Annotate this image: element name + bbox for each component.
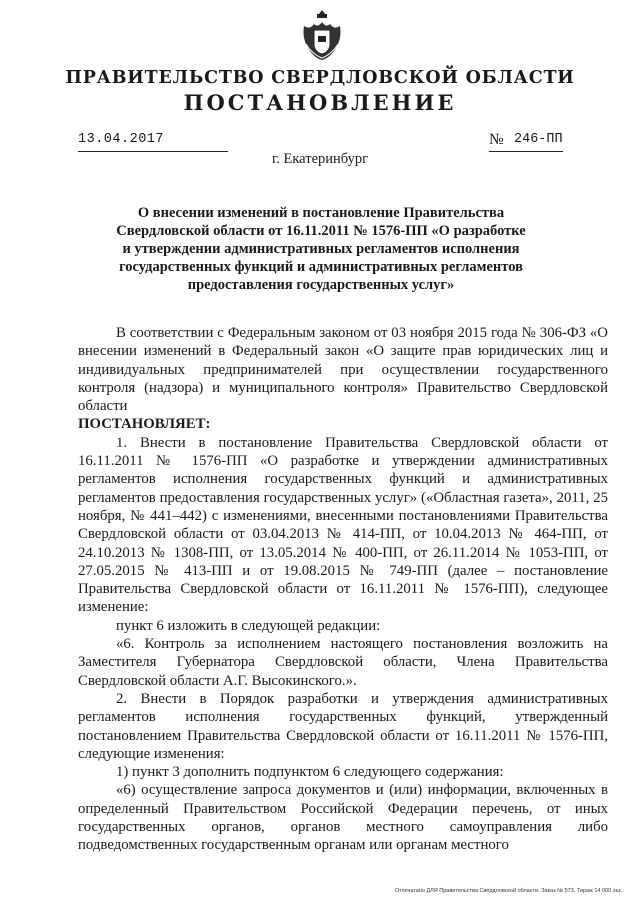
paragraph-item-2: 2. Внести в Порядок разработки и утверждения административных регламентов исполнения государственных функций, утвержденный постановлением Правительства Свердловской области от 16.11.2011 № 1576-ПП, следующие изменения:: [78, 690, 608, 762]
paragraph-item-1-text: «6. Контроль за исполнением настоящего постановления возложить на Заместителя Губернатора Свердловской области, Члена Правительства Свердловской области А.Г. Высокинского.».: [78, 636, 608, 689]
title-line: государственных функций и административных регламентов: [119, 259, 523, 275]
paragraph-item-2-1: 1) пункт 3 дополнить подпунктом 6 следующего содержания:: [116, 764, 504, 781]
paragraph-item-2-1-text: «6) осуществление запроса документов и (или) информации, включенных в определенный Правительством Российской Федерации перечень, от иных государственных органов, органов местного самоуправления либо подведомственных государственным органам или органам местного: [78, 782, 608, 854]
number-sign: №: [489, 131, 504, 148]
document-date: 13.04.2017: [78, 132, 165, 147]
document-body: [78, 324, 608, 855]
city: г. Екатеринбург: [271, 151, 369, 167]
paragraph-item-1: 1. Внести в постановление Правительства Свердловской области от 16.11.2011 № 1576-ПП «О разработке и утверждении административных регламентов исполнения государственных функций и административных регламентов предоставления государственных услуг» («Областная газета», 2011, 25 ноября, № 441–442) с изменениями, внесенными постановлениями Правительства Свердловской области от 03.04.2013 № 414-ПП, от 10.04.2013 № 464-ПП, от 24.10.2013 № 1308-ПП, от 13.05.2014 № 400-ПП, от 26.11.2014 № 1053-ПП, от 27.05.2015 № 413-ПП и от 19.08.2015 № 749-ПП (далее – постановление Правительства Свердловской области от 16.11.2011 № 1576-ПП), следующее изменение:: [78, 434, 608, 616]
paragraph-item-1-change: пункт 6 изложить в следующей редакции:: [116, 617, 381, 634]
title-line: О внесении изменений в постановление Правительства: [137, 205, 505, 221]
title-line: и утверждении административных регламентов исполнения: [122, 241, 520, 257]
document-title: [90, 204, 552, 294]
print-footer: Отпечатано ДЛЯ Правительства Свердловской области. Заказ № 573. Тираж 14 000 экз.: [394, 888, 622, 894]
paragraph-preamble: В соответствии с Федеральным законом от 03 ноября 2015 года № 306-ФЗ «О внесении изменений в Федеральный закон «О защите прав юридических лиц и индивидуальных предпринимателей при осуществлении государственного контроля (надзора) и муниципального контроля» Правительство Свердловской области: [78, 325, 608, 415]
title-line: предоставления государственных услуг»: [187, 277, 455, 293]
document-number: 246-ПП: [514, 132, 563, 147]
document-type: ПОСТАНОВЛЕНИЕ: [183, 90, 457, 115]
coat-of-arms-icon: [300, 8, 344, 62]
title-line: Свердловской области от 16.11.2011 № 1576-ПП «О разработке: [116, 223, 526, 239]
government-name: ПРАВИТЕЛЬСТВО СВЕРДЛОВСКОЙ ОБЛАСТИ: [65, 68, 575, 88]
resolve-heading: ПОСТАНОВЛЯЕТ:: [78, 416, 211, 433]
